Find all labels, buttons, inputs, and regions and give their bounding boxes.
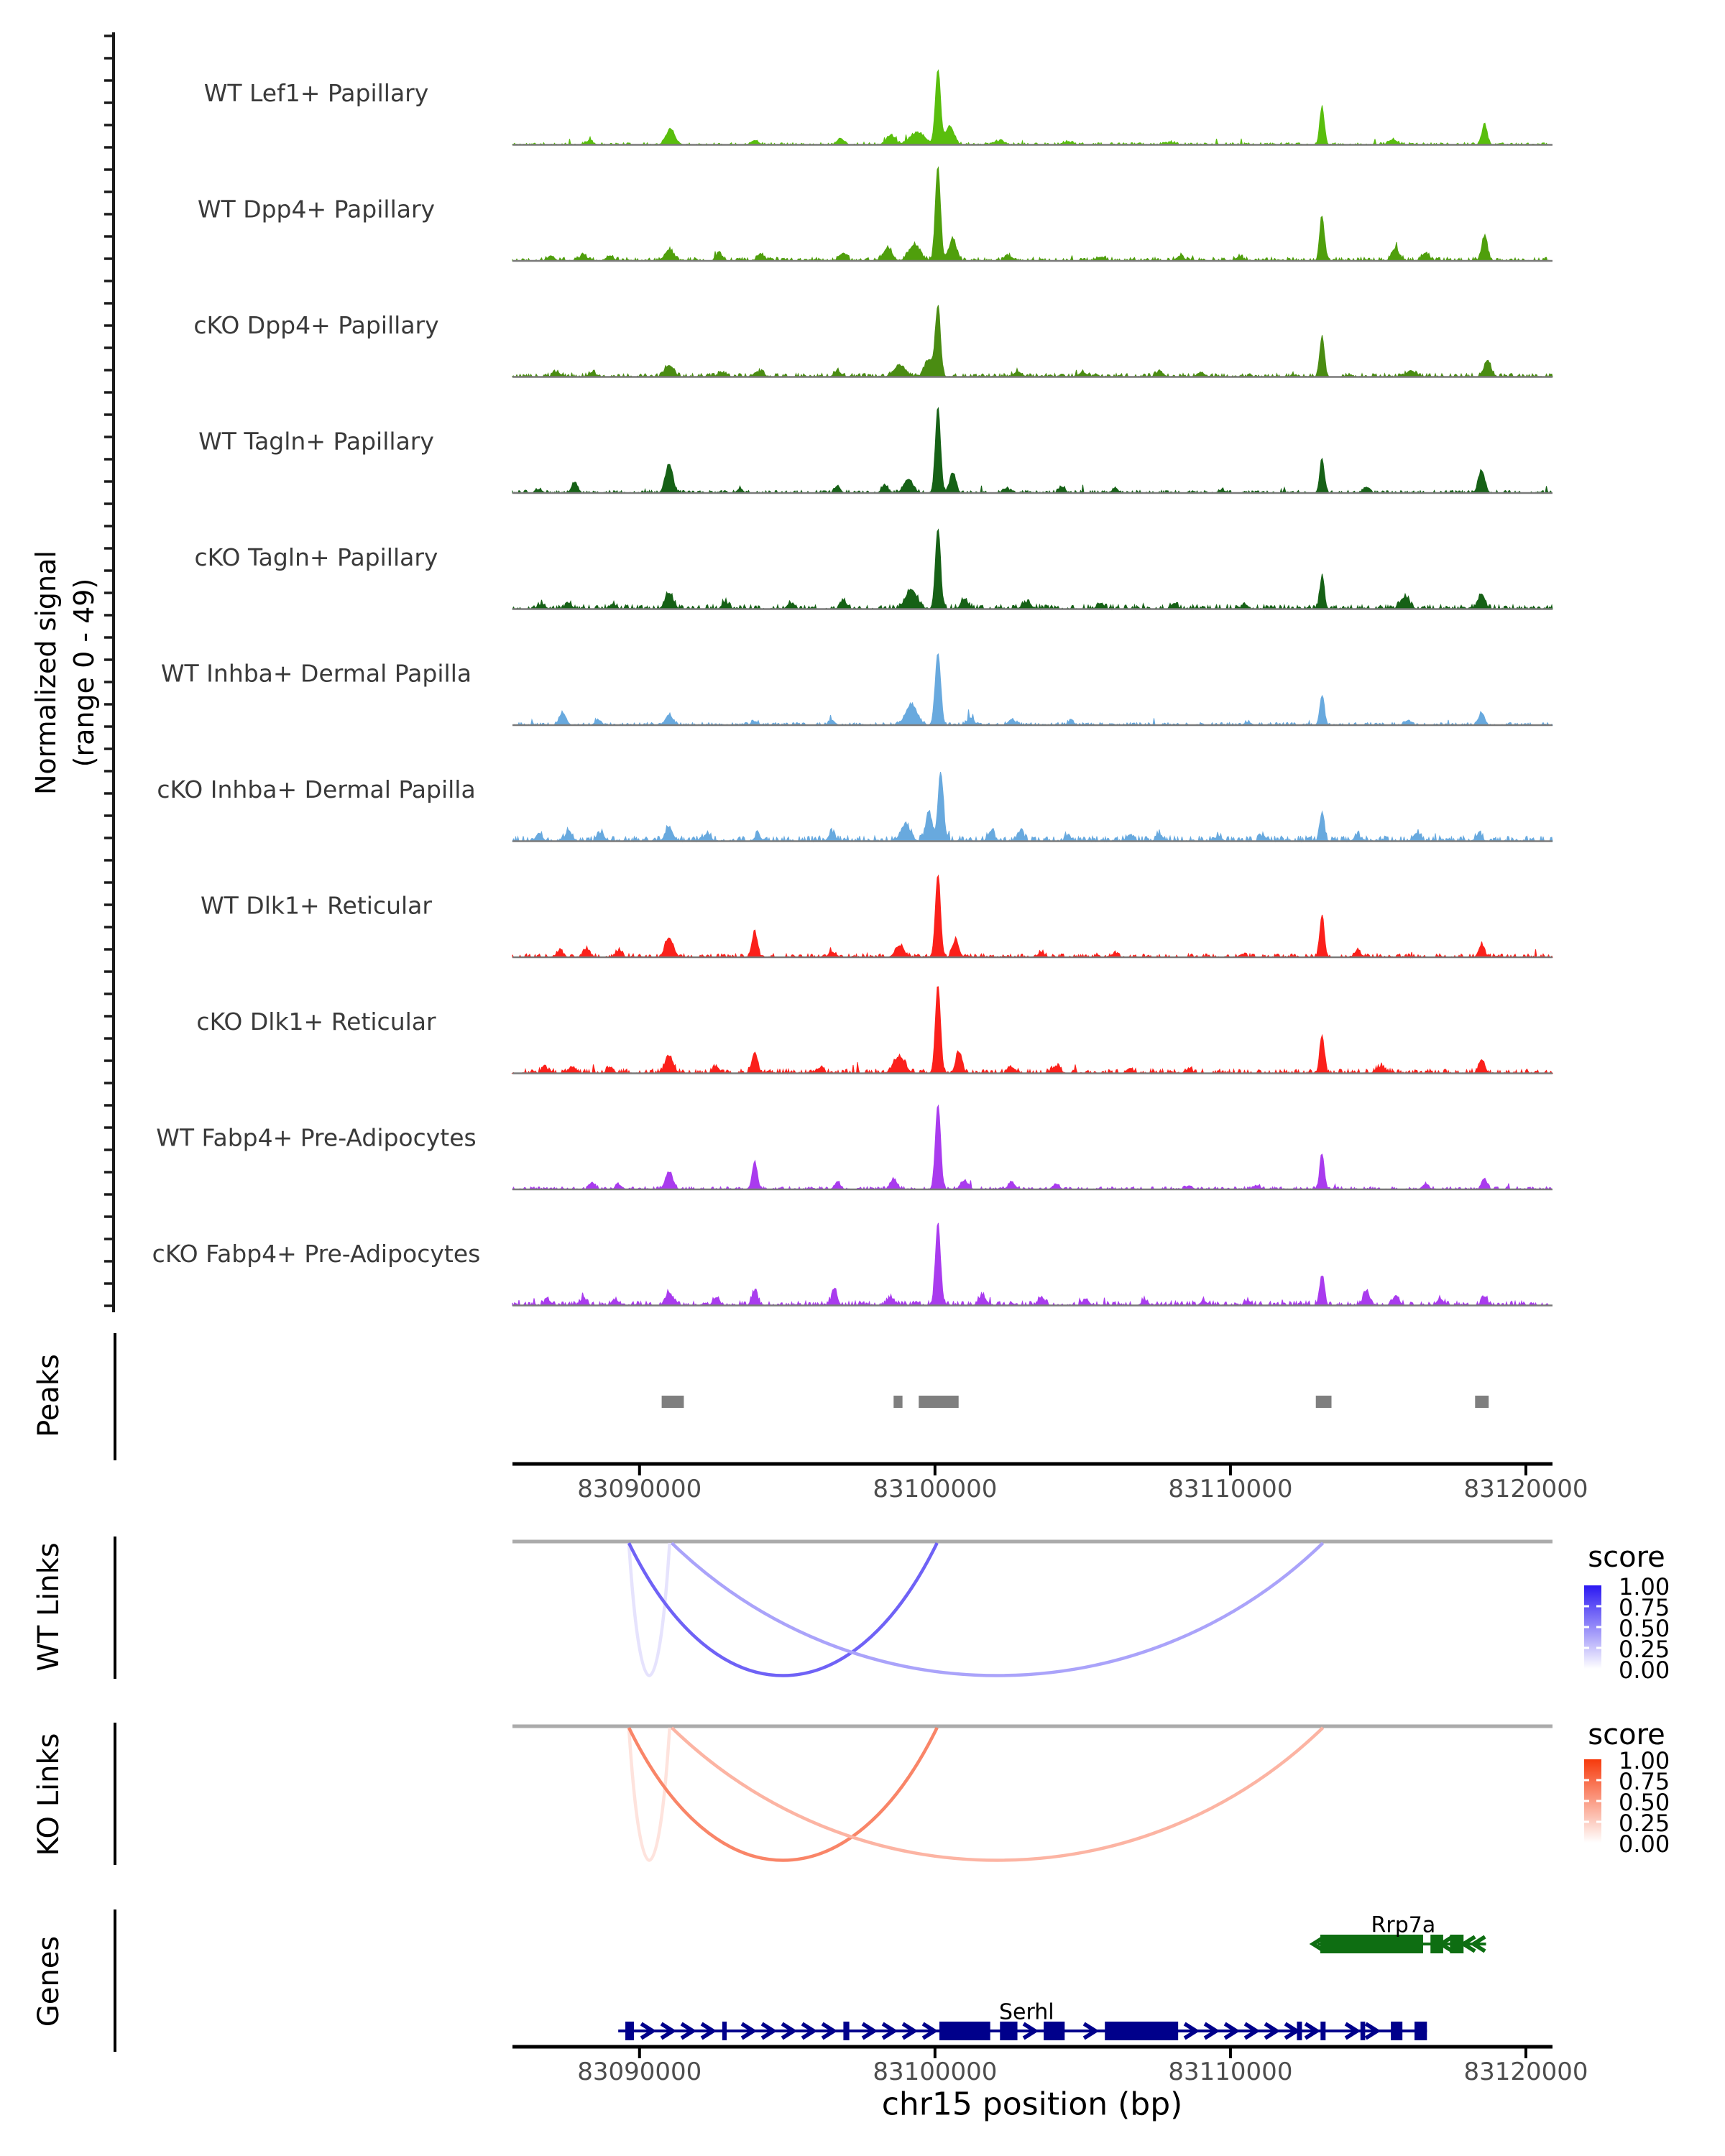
gene [618, 2000, 1427, 2041]
peaks-x-axis [512, 1464, 1588, 1503]
coverage-area [512, 167, 1552, 261]
gene-label: Serhl [998, 1999, 1054, 2025]
axis-tick-label: 83120000 [1463, 2058, 1588, 2086]
link-arc [672, 1543, 1323, 1676]
gene-exon-small [1361, 2022, 1366, 2040]
gene-exon [939, 2022, 990, 2040]
signal-track [204, 70, 1552, 145]
legend-tick-label: 1.00 [1619, 1747, 1670, 1774]
peaks-section-label: Peaks [32, 1354, 65, 1437]
signal-track [157, 772, 1552, 841]
legend-tick-label: 1.00 [1619, 1573, 1670, 1600]
link-arc [629, 1543, 937, 1676]
link-arc [629, 1728, 670, 1861]
track-label: cKO Fabp4+ Pre-Adipocytes [152, 1240, 481, 1268]
signal-track [196, 987, 1552, 1074]
y-axis-label-line1: Normalized signal [30, 550, 62, 795]
legend-tick-label: 0.75 [1619, 1594, 1670, 1621]
legend-tick-label: 0.25 [1619, 1636, 1670, 1663]
axis-tick-label: 83100000 [873, 2058, 998, 2086]
peak-interval [893, 1396, 902, 1408]
gene-exon [1391, 2022, 1402, 2040]
coverage-area [512, 654, 1552, 725]
peak-interval [1316, 1396, 1332, 1408]
legend-tick-label: 0.00 [1619, 1657, 1670, 1684]
gene-exon [1414, 2022, 1427, 2040]
gene-exon-small [1320, 2022, 1325, 2040]
coverage-area [512, 987, 1552, 1074]
track-label: WT Inhba+ Dermal Papilla [160, 659, 472, 688]
signal-track [201, 875, 1552, 957]
axis-tick-label: 83120000 [1463, 1475, 1588, 1503]
track-label: WT Lef1+ Papillary [203, 79, 429, 107]
signal-track [198, 408, 1552, 493]
signal-tracks [152, 70, 1552, 1306]
axis-tick-label: 83110000 [1168, 2058, 1293, 2086]
peak-interval [919, 1396, 958, 1408]
legend-tick-label: 0.50 [1619, 1615, 1670, 1642]
signal-track [198, 167, 1552, 261]
gene-exon [1105, 2022, 1178, 2040]
x-axis-title: chr15 position (bp) [881, 2086, 1183, 2123]
track-label: WT Fabp4+ Pre-Adipocytes [156, 1123, 477, 1152]
track-label: cKO Dlk1+ Reticular [196, 1008, 436, 1036]
coverage-area [512, 408, 1552, 493]
axis-tick-label: 83090000 [577, 1475, 702, 1503]
signal-track [161, 654, 1552, 725]
y-axis-label-line2: (range 0 - 49) [68, 578, 100, 768]
genes-section-label: Genes [32, 1935, 65, 2027]
signal-track [193, 305, 1552, 377]
signal-track [156, 1105, 1552, 1189]
peaks-track [662, 1396, 1489, 1408]
wt-links-panel [512, 1542, 1670, 1684]
peak-interval [662, 1396, 684, 1408]
axis-tick-label: 83090000 [577, 2058, 702, 2086]
signal-track [195, 530, 1552, 609]
link-arc [672, 1728, 1323, 1861]
ko-links-section-label: KO Links [32, 1733, 65, 1856]
legend-tick-label: 0.75 [1619, 1768, 1670, 1795]
ko-links-panel [512, 1726, 1670, 1861]
track-label: WT Dpp4+ Papillary [197, 195, 436, 224]
coverage-area [512, 530, 1552, 609]
signal-track [152, 1223, 1552, 1306]
gene-exon-small [722, 2022, 727, 2040]
genes-x-axis [512, 2047, 1588, 2086]
coverage-area [512, 1223, 1552, 1306]
legend-tick-label: 0.25 [1619, 1810, 1670, 1837]
signal-y-axis [104, 32, 115, 2052]
gene [1313, 1913, 1486, 1954]
legend-tick-label: 0.00 [1619, 1830, 1670, 1858]
track-label: WT Dlk1+ Reticular [201, 891, 432, 920]
peak-interval [1475, 1396, 1489, 1408]
axis-tick-label: 83100000 [873, 1475, 998, 1503]
axis-tick-label: 83110000 [1168, 1475, 1293, 1503]
coverage-area [512, 1105, 1552, 1189]
gene-label: Rrp7a [1371, 1912, 1436, 1938]
wt-links-section-label: WT Links [32, 1542, 65, 1672]
coverage-area [512, 772, 1552, 841]
ko-score-legend-title: score [1588, 1718, 1665, 1751]
track-label: cKO Dpp4+ Papillary [193, 311, 439, 339]
wt-score-legend-title: score [1588, 1541, 1665, 1574]
gene-exon [625, 2022, 634, 2040]
track-label: cKO Tagln+ Papillary [194, 543, 438, 571]
coverage-area [512, 305, 1552, 377]
link-arc [629, 1728, 937, 1861]
gene-exon-small [843, 2022, 849, 2040]
genes-track [618, 1913, 1486, 2041]
link-arc [629, 1543, 670, 1676]
coverage-area [512, 70, 1552, 145]
legend-tick-label: 0.50 [1619, 1789, 1670, 1816]
track-label: cKO Inhba+ Dermal Papilla [157, 775, 476, 803]
coverage-area [512, 875, 1552, 957]
track-label: WT Tagln+ Papillary [198, 427, 434, 456]
